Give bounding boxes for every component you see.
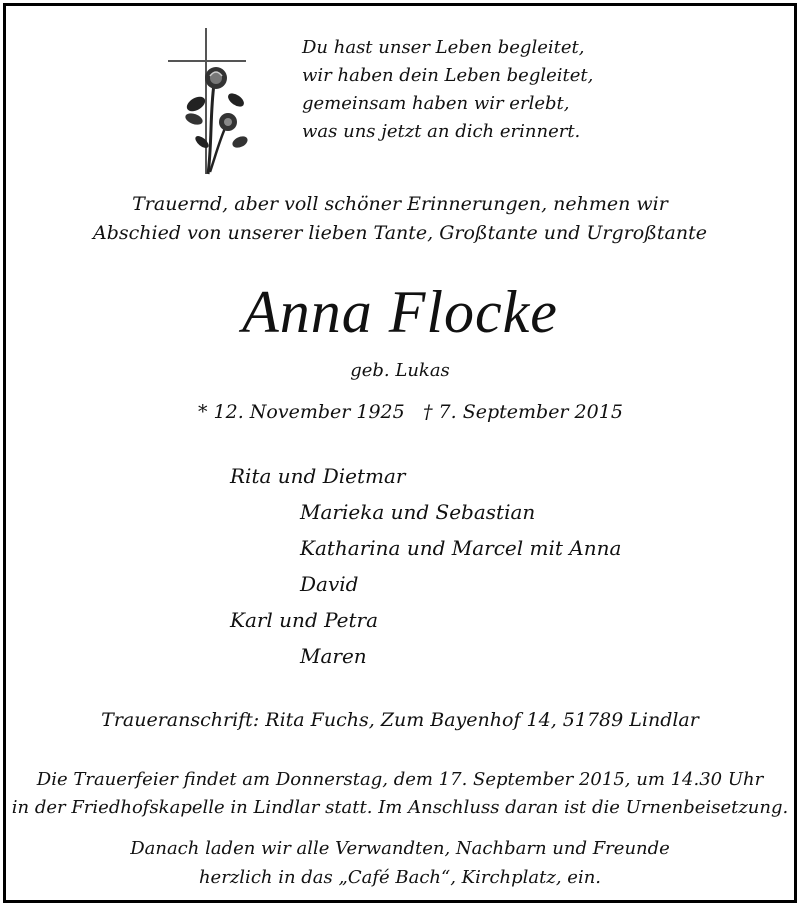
poem-line: wir haben dein Leben begleitet, xyxy=(302,65,594,86)
mourner-entry: Marieka und Sebastian xyxy=(300,500,536,524)
invitation-line: herzlich in das „Café Bach“, Kirchplatz, ein. xyxy=(198,867,602,888)
service-details xyxy=(6,766,794,822)
deceased-name: Anna Flocke xyxy=(242,279,558,345)
death-date: † 7. September 2015 xyxy=(423,401,623,423)
service-line: in der Friedhofskapelle in Lindlar statt. Im Anschluss daran ist die Urnenbeisetzung. xyxy=(11,797,789,818)
poem xyxy=(302,34,602,146)
cross-with-rose-icon xyxy=(166,24,256,184)
mourner-entry: Maren xyxy=(300,644,367,668)
mourner-entry: David xyxy=(300,572,359,596)
service-line: Die Trauerfeier findet am Donnerstag, dem 17. September 2015, um 14.30 Uhr xyxy=(36,769,764,790)
intro-line: Abschied von unserer lieben Tante, Großtante und Urgroßtante xyxy=(93,222,707,244)
intro-line: Trauernd, aber voll schöner Erinnerungen, nehmen wir xyxy=(132,193,668,215)
invitation-text xyxy=(6,834,794,892)
maiden-name: geb. Lukas xyxy=(350,360,450,381)
mourner-entry: Katharina und Marcel mit Anna xyxy=(300,536,622,560)
invitation-line: Danach laden wir alle Verwandten, Nachbarn und Freunde xyxy=(130,838,670,859)
intro-text xyxy=(6,190,794,248)
poem-line: was uns jetzt an dich erinnert. xyxy=(302,121,581,142)
poem-line: gemeinsam haben wir erlebt, xyxy=(302,93,570,114)
mourner-entry: Karl und Petra xyxy=(230,608,379,632)
mourner-entry: Rita und Dietmar xyxy=(230,464,406,488)
mourning-address: Traueranschrift: Rita Fuchs, Zum Bayenhof 14, 51789 Lindlar xyxy=(101,709,699,731)
poem-line: Du hast unser Leben begleitet, xyxy=(302,37,585,58)
obituary-notice xyxy=(3,3,797,903)
birth-date: * 12. November 1925 xyxy=(198,401,405,423)
